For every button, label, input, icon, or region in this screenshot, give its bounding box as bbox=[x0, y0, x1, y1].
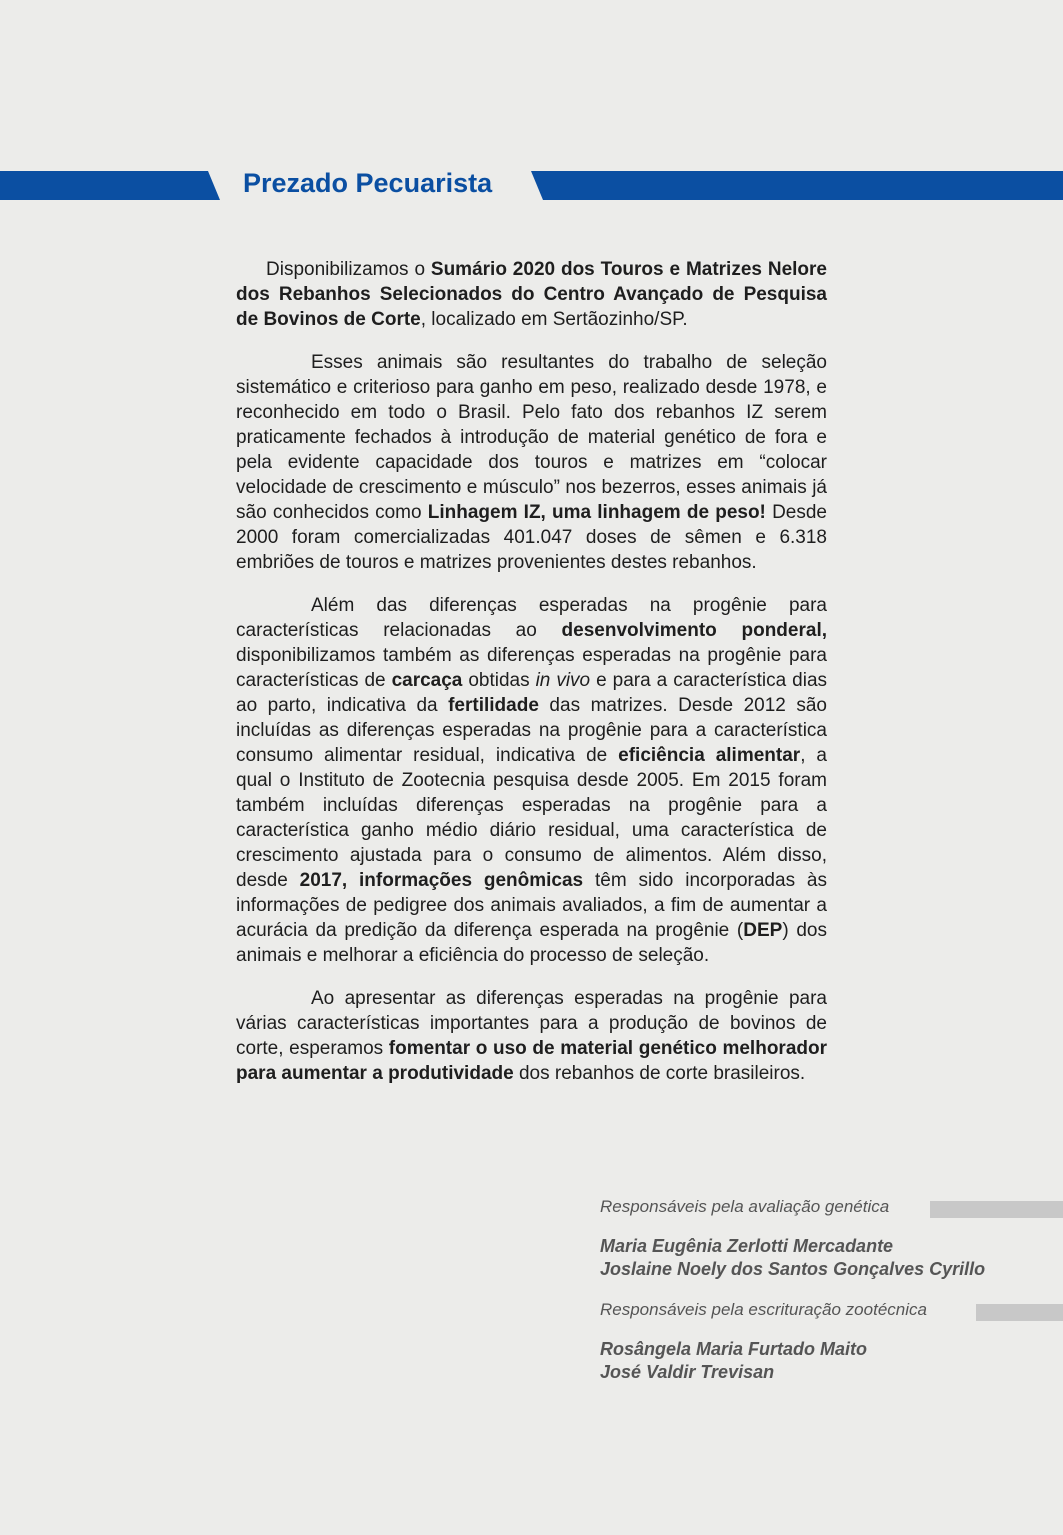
text-span: Desde 2000 foram comercializadas 401.047 doses de sêmen e 6.318 embriões de touros e matrizes provenientes destes rebanhos. bbox=[236, 502, 827, 573]
header-band-left bbox=[0, 171, 220, 200]
text-span: Além das diferenças esperadas na progênie para características relacionadas ao bbox=[236, 595, 827, 641]
text-span: Esses animais são resultantes do trabalho de seleção sistemático e criterioso para ganho em peso, realizado desde 1978, e reconhecido em todo o Brasil. Pelo fato dos rebanhos IZ serem praticamente fechados à introdução de material genético de fora e pela evidente capacidade dos touros e matrizes em “colocar velocidade de crescimento e músculo” nos bezerros, esses animais já são conhecidos como bbox=[236, 352, 827, 523]
bold-span: fertilidade bbox=[448, 695, 539, 716]
credit-name: José Valdir Trevisan bbox=[600, 1362, 775, 1382]
text-span: dos rebanhos de corte brasileiros. bbox=[513, 1063, 806, 1084]
text-span: obtidas bbox=[462, 670, 536, 691]
bold-span: eficiência alimentar bbox=[618, 745, 801, 766]
italic-span: in vivo bbox=[535, 670, 591, 691]
text-span: ) dos animais e melhorar a eficiência do processo de seleção. bbox=[236, 920, 827, 966]
credit-name: Rosângela Maria Furtado Maito bbox=[600, 1339, 868, 1359]
bold-span: 2017, informações genômicas bbox=[299, 870, 584, 891]
page-title: Prezado Pecuarista bbox=[243, 168, 493, 198]
paragraph-3 bbox=[236, 593, 827, 968]
bold-span: desenvolvimento ponderal, bbox=[561, 620, 827, 641]
text-span: Ao apresentar as diferenças esperadas na progênie para várias características importantes para a produção de bovinos de corte, esperamos bbox=[236, 988, 827, 1059]
paragraph-4 bbox=[236, 986, 827, 1086]
bold-span: Sumário 2020 dos Touros e Matrizes Nelore dos Rebanhos Selecionados do Centro Avançado de Pesquisa de Bovinos de Corte bbox=[236, 259, 827, 330]
credit-name: Maria Eugênia Zerlotti Mercadante bbox=[600, 1236, 894, 1256]
credit-heading-records: Responsáveis pela escrituração zootécnica bbox=[600, 1300, 927, 1319]
text-span: e para a característica dias ao parto, indicativa da bbox=[236, 670, 828, 716]
paragraph-2 bbox=[236, 350, 827, 575]
credit-names-records bbox=[600, 1338, 1063, 1384]
credit-heading-genetic: Responsáveis pela avaliação genética bbox=[600, 1197, 890, 1216]
credit-name: Joslaine Noely dos Santos Gonçalves Cyrillo bbox=[600, 1259, 986, 1279]
text-span: disponibilizamos também as diferenças esperadas na progênie para características de bbox=[236, 645, 827, 691]
text-span: , localizado em Sertãozinho/SP. bbox=[420, 309, 688, 330]
bold-span: carcaça bbox=[391, 670, 463, 691]
text-span: têm sido incorporadas às informações de pedigree dos animais avaliados, a fim de aumentar a acurácia da predição da diferença esperada na progênie ( bbox=[236, 870, 827, 941]
header-band-right bbox=[531, 171, 1063, 200]
letter-body bbox=[236, 257, 827, 1104]
text-span: , a qual o Instituto de Zootecnia pesquisa desde 2005. Em 2015 foram também incluídas diferenças esperadas na progênie para a característica ganho médio diário residual, uma característica de crescimento ajustada para o consumo de alimentos. Além disso, desde bbox=[236, 745, 827, 891]
credit-names-genetic bbox=[600, 1235, 1063, 1281]
text-span: das matrizes. Desde 2012 são incluídas as diferenças esperadas na progênie para a característica consumo alimentar residual, indicativa de bbox=[236, 695, 827, 766]
bold-span: fomentar o uso de material genético melhorador para aumentar a produtividade bbox=[236, 1038, 827, 1084]
credits bbox=[600, 1196, 1063, 1384]
bold-span: Linhagem IZ, uma linhagem de peso! bbox=[427, 502, 766, 523]
bold-span: DEP bbox=[743, 920, 783, 941]
paragraph-1 bbox=[236, 257, 827, 332]
text-span: Disponibilizamos o bbox=[266, 259, 431, 280]
